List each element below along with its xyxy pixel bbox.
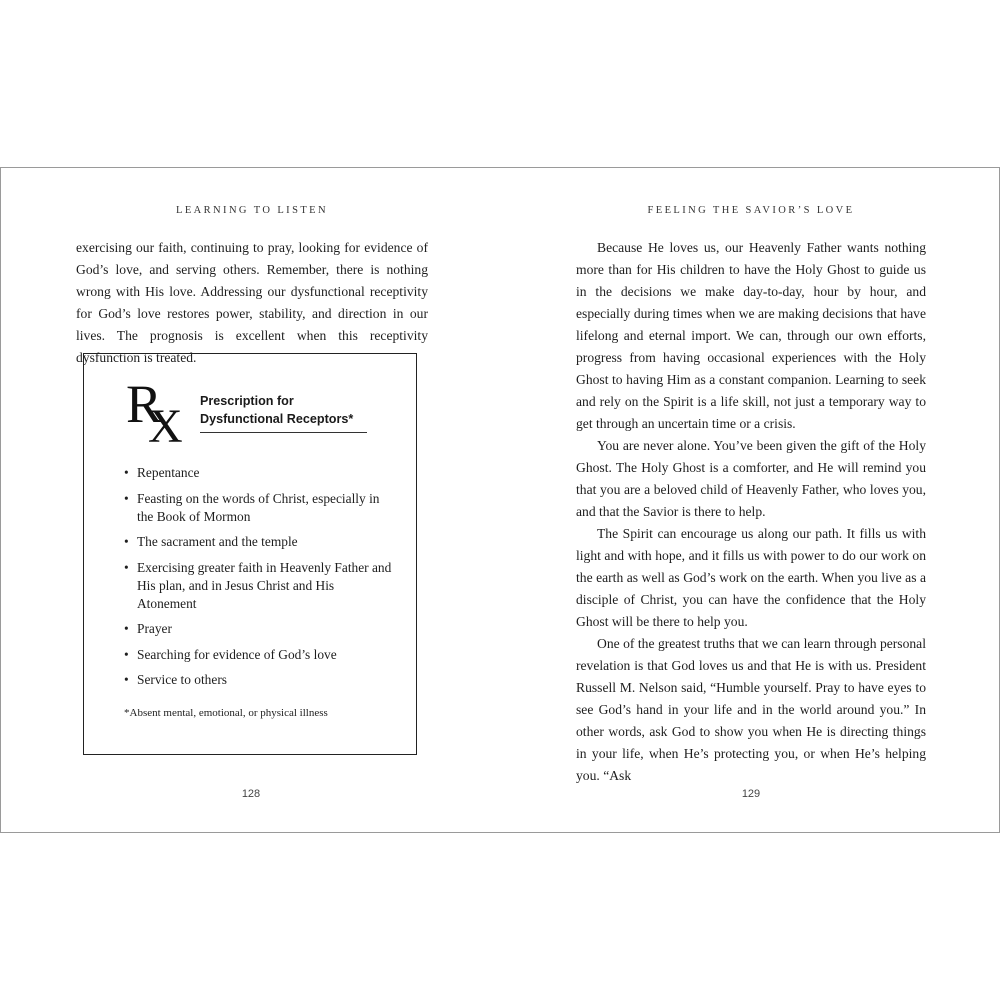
left-running-head: LEARNING TO LISTEN [176,205,328,216]
bullet-icon: • [124,490,129,506]
book-spread [0,167,1000,833]
bullet-icon: • [124,621,129,636]
right-page-number: 129 [741,788,761,800]
right-paragraph-1: Because He loves us, our Heavenly Father wants nothing more than for His children to have the Holy Ghost to guide us in the decisions we make day-to-day, hour by hour, and especially during times when we are making decisions that have lifelong and eternal import. We can, through our own efforts, progress from having occasional experiences with the Holy Ghost to having Him as a constant companion. Learning to seek and rely on the Spirit is a life skill, not just a temporary way to get through an uncertain time or a crisis. [576,240,926,431]
right-paragraph-2: You are never alone. You’ve been given the gift of the Holy Ghost. The Holy Ghost is a comforter, and He will remind you that you are a beloved child of Heavenly Father, who loves you, and that the Savior is there to help. [576,438,926,519]
right-paragraph-3: The Spirit can encourage us along our path. It fills us with light and with hope, and it fills us with power to do our work on the earth as well as God’s work on the earth. When you live as a disciple of Christ, you can have the confidence that the Holy Ghost will be there to help you. [576,526,926,629]
bullet-icon: • [124,465,129,480]
list-item [124,533,394,551]
prescription-box [83,353,417,755]
list-item [124,646,394,664]
prescription-title: Prescription for Dysfunctional Receptors* [200,394,354,426]
right-paragraph-4: One of the greatest truths that we can learn through personal revelation is that God loves us and that He is with us. President Russell M. Nelson said, “Humble yourself. Pray to have eyes to see God’s hand in your life and in the world around you.” In other words, ask God to show you when He is directing things in your life, when He’s protecting you, or when He’s helping you. “Ask [576,636,926,783]
rx-symbol-icon [122,372,192,442]
left-body-text [76,237,428,369]
left-paragraph-1: exercising our faith, continuing to pray, looking for evidence of God’s love, and serving others. Remember, there is nothing wrong with His love. Addressing our dysfunctional receptivity for God’s love restores power, stability, and direction in our lives. The prognosis is excellent when this receptivity dysfunction is treated. [76,240,428,365]
list-item-text: Service to others [137,672,227,687]
list-item-text: Prayer [137,621,172,636]
bullet-icon: • [124,672,129,687]
left-page-number: 128 [241,788,261,800]
list-item-text: Searching for evidence of God’s love [137,646,337,662]
right-body-text [576,237,926,787]
bullet-icon: • [124,646,129,662]
prescription-title-rule [200,432,367,433]
right-running-head: FEELING THE SAVIOR’S LOVE [647,205,855,216]
list-item [124,490,394,526]
list-item [124,620,394,638]
bullet-icon: • [124,534,129,549]
rx-r-glyph: R [126,374,163,434]
bullet-icon: • [124,559,129,575]
list-item [124,559,394,613]
list-item-text: Feasting on the words of Christ, especially in the Book of Mormon [137,490,380,524]
list-item-text: The sacrament and the temple [137,534,298,549]
prescription-list [124,464,394,697]
list-item [124,671,394,689]
list-item-text: Exercising greater faith in Heavenly Father and His plan, and in Jesus Christ and His Atonement [137,559,392,611]
list-item-text: Repentance [137,465,200,480]
rx-x-glyph: X [148,400,183,442]
prescription-footnote: *Absent mental, emotional, or physical illness [124,707,328,719]
list-item [124,464,394,482]
